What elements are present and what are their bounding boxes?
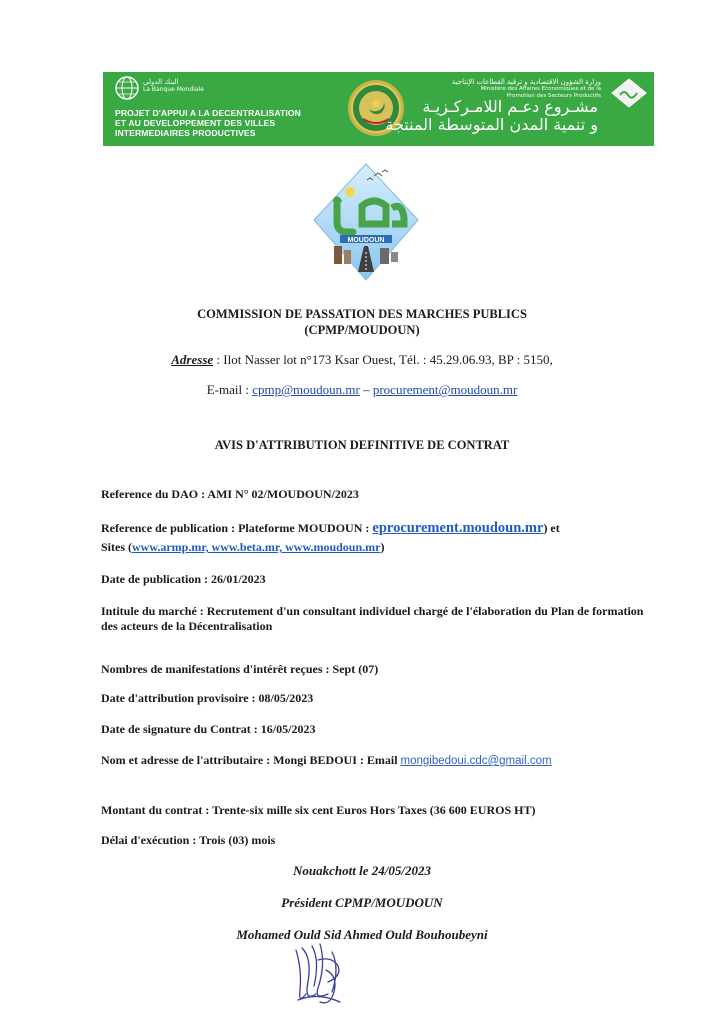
awardee-email-link[interactable]: mongibedoui.cdc@gmail.com (400, 755, 552, 767)
publication-date: Date de publication : 26/01/2023 (101, 572, 266, 586)
address-text: : Ilot Nasser lot n°173 Ksar Ouest, Tél. : 45.29.06.93, BP : 5150, (213, 352, 553, 367)
ministry-french-line: Promotion des Secteurs Productifs (506, 92, 601, 99)
project-title-arabic-line: مشـروع دعـم اللامـركـزيـة (422, 97, 598, 116)
handwritten-signature-icon (288, 940, 350, 1014)
ministry-french-line: Ministère des Affaires Economiques et de la (480, 86, 601, 92)
world-bank-label (143, 78, 204, 94)
address-line (0, 352, 724, 368)
sites-links[interactable]: www.armp.mr, www.beta.mr, www.moudoun.mr (132, 540, 381, 554)
email-link-procurement[interactable]: procurement@moudoun.mr (372, 382, 518, 397)
ministry-label (433, 78, 601, 99)
commission-name (0, 306, 724, 338)
signatory-name: Mohamed Ould Sid Ahmed Ould Bouhoubeyni (236, 927, 488, 942)
commission-line: (CPMP/MOUDOUN) (304, 323, 420, 337)
project-title-line: PROJET D'APPUI A LA DECENTRALISATION (115, 108, 301, 118)
sites-suffix: ) (380, 540, 385, 554)
place-date: Nouakchott le 24/05/2023 (293, 863, 431, 878)
email-line (0, 382, 724, 398)
address-label: Adresse (171, 352, 214, 367)
email-separator: – (359, 382, 373, 397)
signatory-role: Président CPMP/MOUDOUN (281, 895, 443, 910)
sites-prefix: Sites ( (101, 540, 132, 554)
execution-delay: Délai d'exécution : Trois (03) mois (101, 833, 276, 847)
commission-line: COMMISSION DE PASSATION DES MARCHES PUBLICS (197, 307, 527, 321)
world-bank-arabic: البنك الدولي (143, 78, 179, 86)
awardee-prefix: Nom et adresse de l'attributaire : Mongi BEDOUI : Email (101, 753, 401, 767)
contract-amount: Montant du contrat : Trente-six mille six cent Euros Hors Taxes (36 600 EUROS HT) (101, 803, 536, 817)
email-label: E-mail : (206, 382, 253, 397)
moudoun-mini-logo-icon (611, 78, 647, 108)
provisional-award-date: Date d'attribution provisoire : 08/05/2023 (101, 691, 314, 705)
project-title-line: INTERMEDIAIRES PRODUCTIVES (115, 128, 256, 138)
ministry-arabic: وزارة الشؤون الاقتصادية و ترقية القطاعات الإنتاجية (451, 78, 601, 86)
header-banner (103, 72, 654, 146)
interest-count: Nombres de manifestations d'intérêt reçues : Sept (07) (101, 662, 379, 676)
world-bank-french: La Banque Mondiale (143, 86, 204, 93)
project-title (115, 108, 301, 138)
publication-prefix: Reference de publication : Plateforme MOUDOUN : (101, 521, 373, 535)
moudoun-logo-text: MOUDOUN (347, 237, 385, 244)
project-title-arabic-line: و تنمية المدن المتوسطة المنتجة (385, 115, 598, 134)
market-title: Intitule du marché : Recrutement d'un consultant individuel chargé de l'élaboration du Plan de formation des acteurs de la Décentralisation (101, 604, 644, 633)
email-link-cpmp[interactable]: cpmp@moudoun.mr (252, 382, 360, 397)
contract-signature-date: Date de signature du Contrat : 16/05/2023 (101, 722, 316, 736)
dao-reference: Reference du DAO : AMI N° 02/MOUDOUN/2023 (101, 487, 359, 501)
project-title-line: ET AU DEVELOPPEMENT DES VILLES (115, 118, 276, 128)
world-bank-logo-icon (115, 76, 139, 100)
publication-reference (101, 519, 661, 557)
project-title-arabic (385, 98, 598, 134)
moudoun-logo (312, 162, 420, 282)
eprocurement-link[interactable]: eprocurement.moudoun.mr (372, 520, 544, 536)
publication-suffix: ) et (543, 521, 560, 535)
awardee (101, 753, 661, 769)
notice-title: AVIS D'ATTRIBUTION DEFINITIVE DE CONTRAT (214, 438, 510, 452)
